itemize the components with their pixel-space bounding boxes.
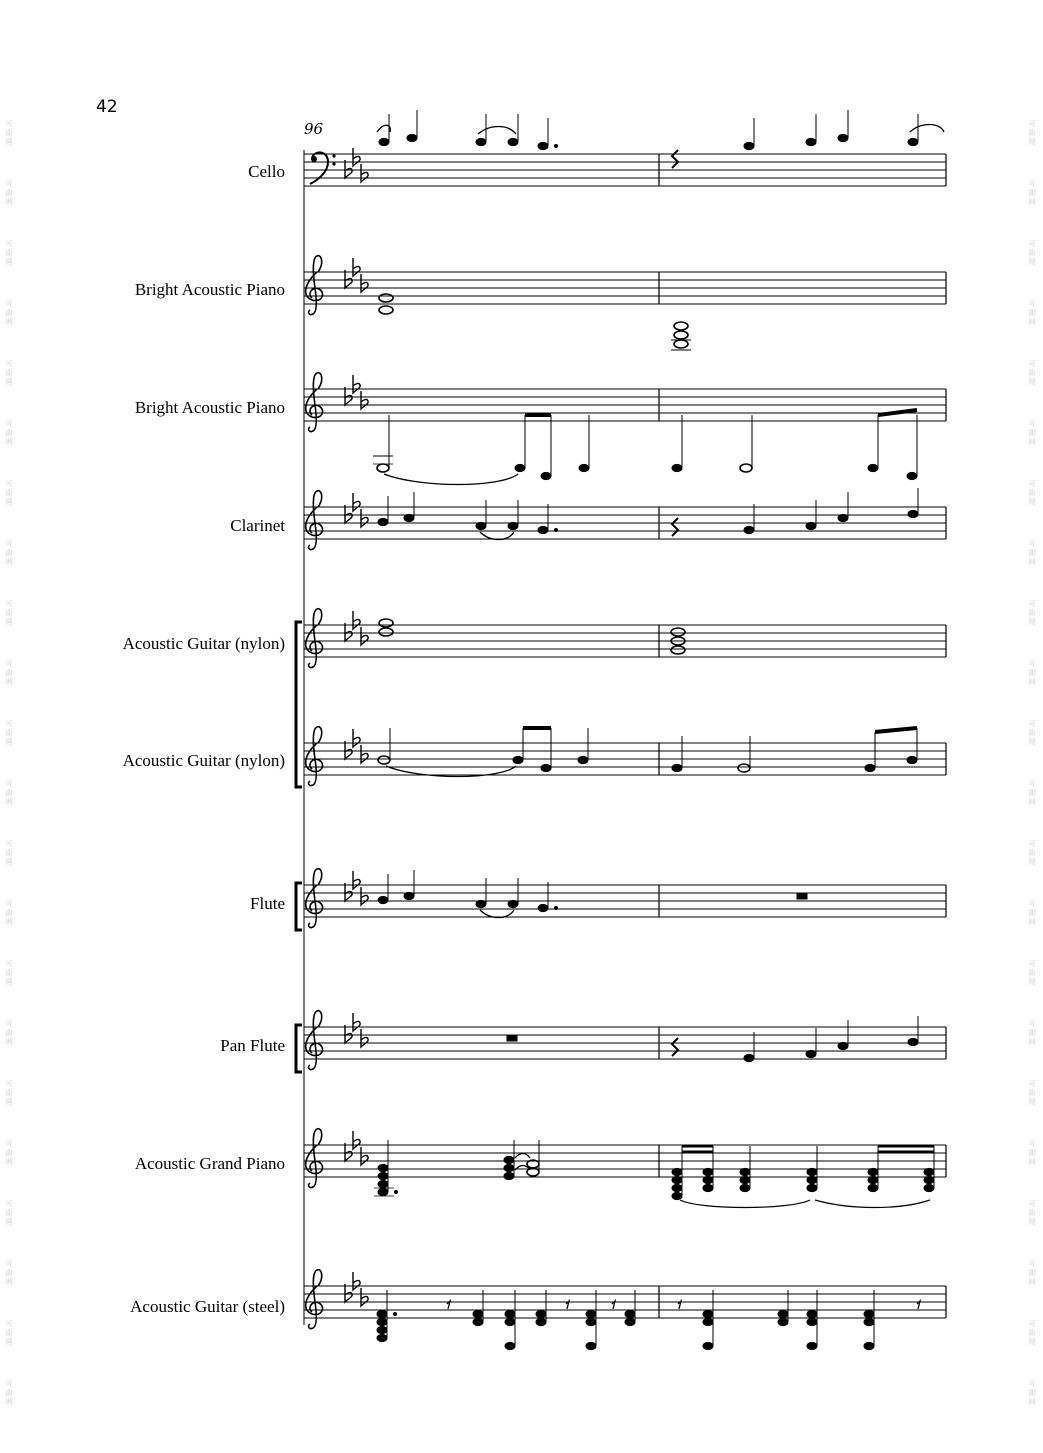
guitar-nylon-2-notes: [378, 728, 917, 777]
watermark-glyph: 可 曲 网: [5, 1260, 13, 1286]
watermark-glyph: 可 曲 网: [1028, 360, 1036, 386]
watermark-glyph: 可 曲 网: [5, 360, 13, 386]
bracket-guitar-nylon: [296, 622, 302, 787]
watermark-glyph: 可 曲 网: [1028, 1080, 1036, 1106]
watermark-glyph: 可 曲 网: [5, 240, 13, 266]
flat-icon: [361, 1288, 368, 1306]
staff-guitar-nylon-2: [304, 727, 946, 786]
flat-icon: [353, 1013, 360, 1031]
watermark-glyph: 可 曲 网: [5, 1380, 13, 1406]
clarinet-notes: [378, 488, 918, 540]
flat-icon: [361, 1147, 368, 1165]
watermark-glyph: 可 曲 网: [5, 1320, 13, 1346]
watermark-glyph: 可 曲 网: [5, 960, 13, 986]
watermark-glyph: 可 曲 网: [5, 540, 13, 566]
staff-bright-piano-1: [304, 256, 946, 315]
watermark-glyph: 可 曲 网: [1028, 960, 1036, 986]
bright-piano-1-notes: [379, 294, 691, 350]
flat-icon: [361, 887, 368, 905]
watermark-glyph: 可 曲 网: [5, 900, 13, 926]
treble-clef-icon: [306, 1011, 323, 1070]
flat-icon: [353, 611, 360, 629]
staff-grand-piano: [304, 1129, 946, 1188]
flat-icon: [361, 745, 368, 763]
watermark-glyph: 可 曲 网: [5, 780, 13, 806]
flat-icon: [353, 375, 360, 393]
flat-icon: [345, 883, 352, 901]
flute-notes: [378, 870, 807, 918]
page-number: 42: [96, 97, 118, 117]
watermark-glyph: 可 曲 网: [5, 840, 13, 866]
flat-icon: [345, 623, 352, 641]
flat-icon: [345, 270, 352, 288]
watermark-glyph: 可 曲 网: [5, 180, 13, 206]
instrument-label-clarinet: Clarinet: [230, 516, 285, 535]
watermark-glyph: 可 曲 网: [5, 420, 13, 446]
flat-icon: [345, 1143, 352, 1161]
watermark-glyph: 可 曲 网: [1028, 1320, 1036, 1346]
watermark-glyph: 可 曲 网: [5, 1020, 13, 1046]
flat-icon: [361, 627, 368, 645]
staff-guitar-nylon-1: [304, 609, 946, 668]
treble-clef-icon: [306, 609, 323, 668]
flat-icon: [353, 148, 360, 166]
watermark-glyph: 可 曲 网: [5, 1200, 13, 1226]
watermark-glyph: 可 曲 网: [1028, 480, 1036, 506]
instrument-label-guitar-nylon-2: Acoustic Guitar (nylon): [122, 751, 285, 770]
watermark-glyph: 可 曲 网: [1028, 1020, 1036, 1046]
watermark-glyph: 可 曲 网: [1028, 1200, 1036, 1226]
flat-icon: [345, 387, 352, 405]
bracket-flute: [296, 883, 302, 930]
flat-icon: [361, 391, 368, 409]
staff-clarinet: [304, 491, 946, 550]
treble-clef-icon: [306, 373, 323, 432]
flat-icon: [361, 1029, 368, 1047]
watermark-glyph: 可 曲 网: [1028, 120, 1036, 146]
treble-clef-icon: [306, 491, 323, 550]
flat-icon: [345, 1025, 352, 1043]
measure-number: 96: [304, 120, 324, 138]
watermark-glyph: 可 曲 网: [1028, 1380, 1036, 1406]
watermark-glyph: 可 曲 网: [5, 300, 13, 326]
watermark-glyph: 可 曲 网: [1028, 720, 1036, 746]
flat-icon: [345, 505, 352, 523]
flat-icon: [353, 1272, 360, 1290]
watermark-glyph: 可 曲 网: [1028, 660, 1036, 686]
flat-icon: [345, 1284, 352, 1302]
watermark-glyph: 可 曲 网: [1028, 1140, 1036, 1166]
treble-clef-icon: [306, 1129, 323, 1188]
treble-clef-icon: [306, 869, 323, 928]
watermark-glyph: 可 曲 网: [1028, 840, 1036, 866]
instrument-label-cello: Cello: [248, 162, 285, 181]
watermark-glyph: 可 曲 网: [5, 660, 13, 686]
staff-guitar-steel: [304, 1270, 946, 1329]
staff-pan-flute: [304, 1011, 946, 1070]
pan-flute-notes: [507, 1016, 918, 1062]
flat-icon: [361, 509, 368, 527]
grand-piano-notes: [374, 1140, 934, 1208]
watermark-glyph: 可 曲 网: [1028, 780, 1036, 806]
flat-icon: [361, 274, 368, 292]
staff-flute: [304, 869, 946, 928]
watermark-glyph: 可 曲 网: [5, 480, 13, 506]
watermark-glyph: 可 曲 网: [5, 600, 13, 626]
watermark-glyph: 可 曲 网: [1028, 300, 1036, 326]
guitar-steel-notes: [377, 1290, 920, 1350]
flat-icon: [345, 160, 352, 178]
flat-icon: [345, 741, 352, 759]
instrument-label-guitar-steel: Acoustic Guitar (steel): [130, 1297, 285, 1316]
instrument-label-flute: Flute: [250, 894, 285, 913]
flat-icon: [353, 1131, 360, 1149]
instrument-label-bright-piano-1: Bright Acoustic Piano: [134, 280, 285, 299]
treble-clef-icon: [306, 1270, 323, 1329]
watermark-glyph: 可 曲 网: [1028, 540, 1036, 566]
instrument-label-grand-piano: Acoustic Grand Piano: [134, 1154, 285, 1173]
watermark-glyph: 可 曲 网: [5, 1140, 13, 1166]
watermark-glyph: 可 曲 网: [1028, 180, 1036, 206]
flat-icon: [353, 258, 360, 276]
instrument-label-guitar-nylon-1: Acoustic Guitar (nylon): [122, 634, 285, 653]
watermark-glyph: 可 曲 网: [5, 120, 13, 146]
treble-clef-icon: [306, 256, 323, 315]
bracket-pan-flute: [296, 1025, 302, 1072]
watermark-glyph: 可 曲 网: [1028, 240, 1036, 266]
watermark-glyph: 可 曲 网: [1028, 420, 1036, 446]
bass-clef-icon: [310, 152, 336, 184]
staff-cello: [304, 148, 946, 186]
cello-notes: [377, 110, 944, 168]
flat-icon: [353, 729, 360, 747]
flat-icon: [361, 164, 368, 182]
watermark-glyph: 可 曲 网: [5, 720, 13, 746]
treble-clef-icon: [306, 727, 323, 786]
watermark-glyph: 可 曲 网: [1028, 1260, 1036, 1286]
instrument-label-pan-flute: Pan Flute: [220, 1036, 285, 1055]
watermark-glyph: 可 曲 网: [1028, 900, 1036, 926]
instrument-label-bright-piano-2: Bright Acoustic Piano: [134, 398, 285, 417]
staff-bright-piano-2: [304, 373, 946, 432]
watermark-glyph: 可 曲 网: [1028, 600, 1036, 626]
flat-icon: [353, 493, 360, 511]
watermark-glyph: 可 曲 网: [5, 1080, 13, 1106]
flat-icon: [353, 871, 360, 889]
